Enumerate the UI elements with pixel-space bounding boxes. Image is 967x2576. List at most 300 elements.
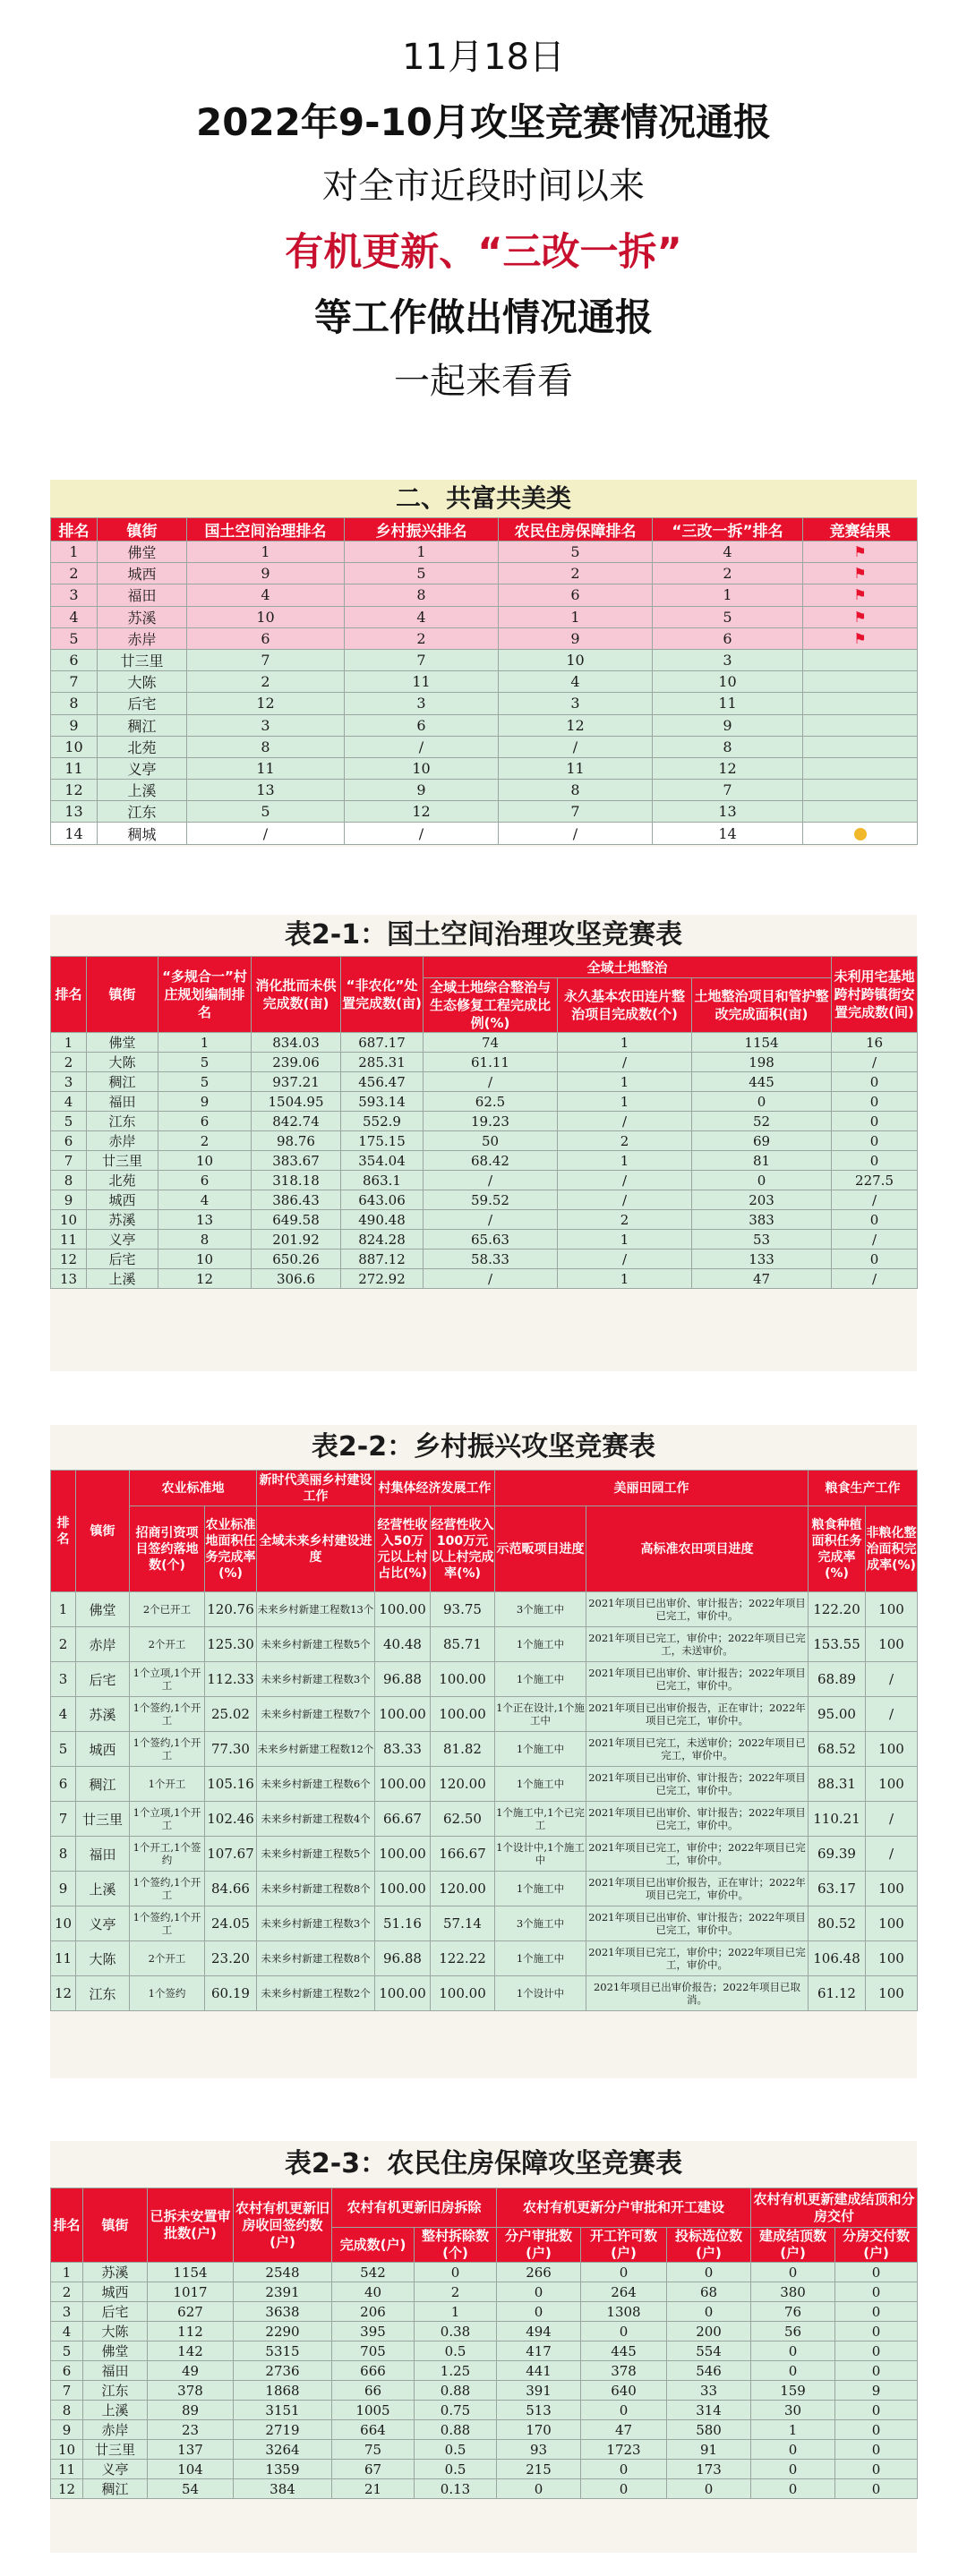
- housing-header-cell: 排名: [51, 2188, 83, 2263]
- rural-cell: 88.31: [809, 1767, 866, 1802]
- land-header-cell: 全域土地综合整治与生态修复工程完成比例(%): [424, 978, 558, 1033]
- table-row: [51, 1941, 918, 1976]
- housing-cell: 1868: [234, 2381, 332, 2401]
- rural-group-header: 美丽田园工作: [495, 1471, 809, 1506]
- housing-cell: 0.5: [415, 2460, 497, 2479]
- land-cell: 0: [832, 1072, 918, 1092]
- summary-cell: 6: [187, 627, 345, 649]
- land-cell: 643.06: [341, 1190, 424, 1210]
- rural-cell: 107.67: [205, 1837, 257, 1872]
- rural-cell: 122.20: [809, 1592, 866, 1627]
- summary-cell: 9: [187, 563, 345, 584]
- housing-cell: 0: [667, 2302, 751, 2322]
- flag-icon: ⚑: [853, 543, 867, 561]
- summary-cell: 上溪: [98, 780, 187, 801]
- housing-cell: 200: [667, 2322, 751, 2341]
- rural-cell: 1个施工中: [495, 1767, 586, 1802]
- land-cell: 1: [558, 1092, 692, 1112]
- table-row: [51, 542, 918, 563]
- housing-cell: 5315: [234, 2341, 332, 2361]
- summary-cell: 北苑: [98, 736, 187, 757]
- summary-cell: /: [499, 736, 653, 757]
- table-row: [51, 1872, 918, 1906]
- housing-cell: 0: [835, 2263, 918, 2282]
- land-cell: 47: [692, 1269, 832, 1289]
- result-cell: [803, 823, 918, 844]
- table-row: [51, 1976, 918, 2011]
- rural-cell: 96.88: [375, 1662, 431, 1697]
- land-cell: 4: [51, 1092, 87, 1112]
- summary-cell: /: [345, 736, 499, 757]
- housing-cell: 大陈: [83, 2322, 148, 2341]
- land-cell: 2: [558, 1131, 692, 1151]
- table-row: [51, 1837, 918, 1872]
- result-cell: [803, 606, 918, 627]
- rural-title: 表2-2：乡村振兴攻坚竞赛表: [311, 1431, 656, 1463]
- result-cell: [803, 542, 918, 563]
- summary-cell: 福田: [98, 584, 187, 606]
- land-cell: 1: [558, 1033, 692, 1053]
- land-cell: 19.23: [424, 1112, 558, 1131]
- land-cell: 552.9: [341, 1112, 424, 1131]
- rural-cell: 120.00: [431, 1767, 495, 1802]
- housing-cell: 1.25: [415, 2361, 497, 2381]
- rural-cell: 100.00: [375, 1592, 431, 1627]
- housing-cell: 上溪: [83, 2401, 148, 2420]
- land-cell: 318.18: [252, 1171, 341, 1190]
- rural-cell: 100: [866, 1976, 918, 2011]
- rural-cell: 3: [51, 1662, 76, 1697]
- summary-cell: 义亭: [98, 757, 187, 779]
- land-cell: 650.26: [252, 1250, 341, 1269]
- housing-cell: 93: [497, 2440, 581, 2460]
- land-header-cell: 排名: [51, 957, 87, 1033]
- housing-cell: 104: [148, 2460, 234, 2479]
- summary-cell: 4: [499, 671, 653, 693]
- rural-cell: 96.88: [375, 1941, 431, 1976]
- land-cell: 68.42: [424, 1151, 558, 1171]
- summary-cell: 4: [51, 606, 98, 627]
- summary-cell: 11: [345, 671, 499, 693]
- rural-cell: 63.17: [809, 1872, 866, 1906]
- land-cell: 6: [158, 1171, 252, 1190]
- housing-cell: 546: [667, 2361, 751, 2381]
- housing-cell: 33: [667, 2381, 751, 2401]
- rural-cell: 未来乡村新建工程数3个: [257, 1662, 375, 1697]
- table-row: [51, 823, 918, 844]
- housing-cell: 0: [835, 2460, 918, 2479]
- summary-header-cell: “三改一拆”排名: [653, 518, 803, 542]
- land-cell: 上溪: [87, 1269, 158, 1289]
- rural-header-cell: 排名: [51, 1471, 76, 1592]
- intro-line: 对全市近段时间以来: [322, 166, 645, 207]
- summary-cell: 5: [499, 542, 653, 563]
- rural-section: [50, 1425, 917, 2078]
- summary-cell: 6: [345, 714, 499, 736]
- table-row: [51, 1053, 918, 1072]
- housing-cell: 5: [51, 2341, 83, 2361]
- housing-table: [50, 2188, 918, 2499]
- table-row: [51, 1072, 918, 1092]
- summary-cell: 3: [653, 649, 803, 670]
- land-cell: 74: [424, 1033, 558, 1053]
- land-cell: 81: [692, 1151, 832, 1171]
- rural-cell: 69.39: [809, 1837, 866, 1872]
- table-row: [51, 1732, 918, 1767]
- table-row: [51, 714, 918, 736]
- summary-cell: 10: [653, 671, 803, 693]
- rural-cell: 100: [866, 1941, 918, 1976]
- summary-cell: 9: [51, 714, 98, 736]
- housing-cell: 6: [51, 2361, 83, 2381]
- land-cell: 5: [158, 1053, 252, 1072]
- land-cell: 1: [558, 1151, 692, 1171]
- date-line: 11月18日: [402, 37, 565, 78]
- flag-icon: ⚑: [853, 565, 867, 583]
- table-row: [51, 2401, 918, 2420]
- rural-cell: 100.00: [375, 1872, 431, 1906]
- rural-cell: 12: [51, 1976, 76, 2011]
- rural-cell: 2021年项目已出审价、审计报告；2022年项目已完工，审价中。: [586, 1767, 809, 1802]
- housing-cell: 30: [751, 2401, 835, 2420]
- housing-cell: 0: [835, 2282, 918, 2302]
- housing-cell: 314: [667, 2401, 751, 2420]
- housing-cell: 0.5: [415, 2440, 497, 2460]
- land-cell: 1154: [692, 1033, 832, 1053]
- rural-header-cell: 非粮化整治面积完成率(%): [866, 1506, 918, 1592]
- rural-cell: 153.55: [809, 1627, 866, 1662]
- housing-section: [50, 2141, 917, 2553]
- summary-cell: 10: [187, 606, 345, 627]
- housing-header-cell: 分房交付数(户): [835, 2228, 918, 2263]
- land-cell: 3: [51, 1072, 87, 1092]
- housing-header-cell: 整村拆除数(个): [415, 2228, 497, 2263]
- housing-cell: 76: [751, 2302, 835, 2322]
- rural-cell: 166.67: [431, 1837, 495, 1872]
- rural-header-cell: 镇街: [76, 1471, 130, 1592]
- rural-cell: /: [866, 1802, 918, 1837]
- summary-cell: 1: [499, 606, 653, 627]
- summary-cell: 9: [653, 714, 803, 736]
- table-row: [51, 2322, 918, 2341]
- table-row: [51, 2381, 918, 2401]
- housing-cell: 0: [497, 2479, 581, 2499]
- housing-cell: 城西: [83, 2282, 148, 2302]
- land-cell: 13: [51, 1269, 87, 1289]
- summary-cell: 14: [653, 823, 803, 844]
- land-cell: 203: [692, 1190, 832, 1210]
- summary-cell: 3: [499, 693, 653, 714]
- housing-cell: 159: [751, 2381, 835, 2401]
- land-header-cell: 消化批而未供完成数(亩): [252, 957, 341, 1033]
- housing-cell: 2719: [234, 2420, 332, 2440]
- housing-cell: 11: [51, 2460, 83, 2479]
- rural-cell: 122.22: [431, 1941, 495, 1976]
- rural-cell: 68.52: [809, 1732, 866, 1767]
- rural-header-cell: 经营性收入100万元以上村完成率(%): [431, 1506, 495, 1592]
- rural-cell: 102.46: [205, 1802, 257, 1837]
- table-row: [51, 2302, 918, 2322]
- housing-cell: 215: [497, 2460, 581, 2479]
- rural-cell: 80.52: [809, 1906, 866, 1941]
- housing-cell: 苏溪: [83, 2263, 148, 2282]
- flag-icon: ⚑: [853, 629, 867, 647]
- land-cell: 445: [692, 1072, 832, 1092]
- land-cell: /: [424, 1072, 558, 1092]
- summary-cell: 13: [51, 801, 98, 823]
- rural-cell: 100: [866, 1592, 918, 1627]
- summary-cell: 8: [653, 736, 803, 757]
- housing-cell: 664: [332, 2420, 415, 2440]
- summary-cell: 2: [499, 563, 653, 584]
- housing-cell: 705: [332, 2341, 415, 2361]
- housing-cell: 0.5: [415, 2341, 497, 2361]
- summary-cell: 廿三里: [98, 649, 187, 670]
- summary-cell: 8: [499, 780, 653, 801]
- housing-cell: 49: [148, 2361, 234, 2381]
- land-cell: 834.03: [252, 1033, 341, 1053]
- land-cell: 6: [51, 1131, 87, 1151]
- rural-cell: 11: [51, 1941, 76, 1976]
- summary-title: 二、共富共美类: [50, 480, 917, 517]
- rural-cell: 81.82: [431, 1732, 495, 1767]
- housing-cell: 542: [332, 2263, 415, 2282]
- rural-cell: 120.00: [431, 1872, 495, 1906]
- rural-cell: 未来乡村新建工程数12个: [257, 1732, 375, 1767]
- housing-cell: 0: [751, 2341, 835, 2361]
- housing-cell: 137: [148, 2440, 234, 2460]
- rural-cell: 100: [866, 1872, 918, 1906]
- summary-cell: 5: [51, 627, 98, 649]
- housing-cell: 赤岸: [83, 2420, 148, 2440]
- land-cell: 842.74: [252, 1112, 341, 1131]
- rural-cell: 江东: [76, 1976, 130, 2011]
- rural-cell: 125.30: [205, 1627, 257, 1662]
- flag-icon: ⚑: [853, 586, 867, 604]
- rural-cell: 57.14: [431, 1906, 495, 1941]
- result-cell: [803, 757, 918, 779]
- summary-cell: 2: [51, 563, 98, 584]
- rural-cell: 1个施工中: [495, 1941, 586, 1976]
- housing-cell: 494: [497, 2322, 581, 2341]
- housing-cell: 0: [581, 2460, 667, 2479]
- rural-cell: 未来乡村新建工程数6个: [257, 1767, 375, 1802]
- rural-cell: 1个施工中: [495, 1627, 586, 1662]
- summary-cell: 11: [187, 757, 345, 779]
- rural-cell: 85.71: [431, 1627, 495, 1662]
- land-header-cell: 未利用宅基地跨村跨镇街安置完成数(间): [832, 957, 918, 1033]
- housing-cell: 170: [497, 2420, 581, 2440]
- header: [0, 0, 967, 421]
- housing-cell: 67: [332, 2460, 415, 2479]
- table-row: [51, 606, 918, 627]
- rural-table: [50, 1470, 918, 2011]
- land-cell: 201.92: [252, 1230, 341, 1250]
- rural-cell: 51.16: [375, 1906, 431, 1941]
- summary-cell: 5: [653, 606, 803, 627]
- rural-group-header: 新时代美丽乡村建设工作: [257, 1471, 375, 1506]
- summary-cell: 8: [51, 693, 98, 714]
- table-row: [51, 1802, 918, 1837]
- land-cell: 北苑: [87, 1171, 158, 1190]
- rural-cell: 93.75: [431, 1592, 495, 1627]
- rural-cell: 2021年项目已完工，审价中；2022年项目已完工，审价中。: [586, 1941, 809, 1976]
- rural-header-cell: 经营性收入50万元以上村占比(%): [375, 1506, 431, 1592]
- table-row: [51, 2341, 918, 2361]
- table-row: [51, 1906, 918, 1941]
- summary-cell: 7: [51, 671, 98, 693]
- rural-cell: 6: [51, 1767, 76, 1802]
- result-cell: [803, 584, 918, 606]
- land-cell: 城西: [87, 1190, 158, 1210]
- housing-cell: 0: [835, 2420, 918, 2440]
- summary-header-cell: 国土空间治理排名: [187, 518, 345, 542]
- table-row: [51, 1131, 918, 1151]
- housing-cell: 91: [667, 2440, 751, 2460]
- rural-cell: 2021年项目已完工，审价中；2022年项目已完工，审价中。: [586, 1837, 809, 1872]
- summary-cell: 佛堂: [98, 542, 187, 563]
- housing-header-cell: 建成结顶数(户): [751, 2228, 835, 2263]
- land-cell: 江东: [87, 1112, 158, 1131]
- housing-cell: 3: [51, 2302, 83, 2322]
- housing-cell: 266: [497, 2263, 581, 2282]
- land-cell: 58.33: [424, 1250, 558, 1269]
- rural-cell: /: [866, 1837, 918, 1872]
- report-title: 2022年9-10月攻坚竞赛情况通报: [196, 100, 771, 144]
- summary-cell: 苏溪: [98, 606, 187, 627]
- summary-cell: 江东: [98, 801, 187, 823]
- rural-cell: 1个签约: [130, 1976, 205, 2011]
- housing-cell: 580: [667, 2420, 751, 2440]
- summary-cell: 8: [187, 736, 345, 757]
- table-row: [51, 563, 918, 584]
- land-cell: 383.67: [252, 1151, 341, 1171]
- housing-cell: 206: [332, 2302, 415, 2322]
- summary-cell: 4: [345, 606, 499, 627]
- housing-cell: 0: [835, 2302, 918, 2322]
- housing-cell: 378: [148, 2381, 234, 2401]
- land-cell: /: [558, 1190, 692, 1210]
- result-cell: [803, 627, 918, 649]
- land-cell: 52: [692, 1112, 832, 1131]
- highlight-line: 有机更新、“三改一拆”: [285, 230, 682, 275]
- land-cell: 1: [158, 1033, 252, 1053]
- land-cell: 61.11: [424, 1053, 558, 1072]
- land-cell: 赤岸: [87, 1131, 158, 1151]
- housing-cell: 0: [835, 2361, 918, 2381]
- land-cell: /: [424, 1269, 558, 1289]
- rural-cell: 8: [51, 1837, 76, 1872]
- rural-cell: 10: [51, 1906, 76, 1941]
- intro-line-3: 一起来看看: [394, 361, 573, 402]
- housing-cell: 378: [581, 2361, 667, 2381]
- summary-cell: 1: [345, 542, 499, 563]
- rural-cell: 77.30: [205, 1732, 257, 1767]
- rural-cell: 2021年项目已出审价、审计报告；2022年项目已完工，审价中。: [586, 1662, 809, 1697]
- land-cell: /: [424, 1210, 558, 1230]
- housing-cell: 0: [497, 2302, 581, 2322]
- housing-cell: 2: [415, 2282, 497, 2302]
- summary-cell: /: [499, 823, 653, 844]
- land-cell: 1: [558, 1230, 692, 1250]
- housing-cell: 1154: [148, 2263, 234, 2282]
- housing-cell: 佛堂: [83, 2341, 148, 2361]
- land-cell: 386.43: [252, 1190, 341, 1210]
- land-cell: 苏溪: [87, 1210, 158, 1230]
- summary-cell: 4: [653, 542, 803, 563]
- rural-cell: 2021年项目已出审价报告；2022年项目已取消。: [586, 1976, 809, 2011]
- land-cell: /: [558, 1053, 692, 1072]
- summary-cell: 5: [345, 563, 499, 584]
- housing-cell: 2548: [234, 2263, 332, 2282]
- table-row: [51, 1190, 918, 1210]
- summary-cell: 12: [653, 757, 803, 779]
- housing-cell: 0: [835, 2440, 918, 2460]
- rural-header-cell: 示范畈项目进度: [495, 1506, 586, 1592]
- rural-cell: 未来乡村新建工程数13个: [257, 1592, 375, 1627]
- land-cell: 2: [558, 1210, 692, 1230]
- land-cell: 0: [832, 1210, 918, 1230]
- land-cell: 10: [158, 1250, 252, 1269]
- land-cell: 59.52: [424, 1190, 558, 1210]
- housing-cell: 264: [581, 2282, 667, 2302]
- rural-cell: 2: [51, 1627, 76, 1662]
- land-cell: 福田: [87, 1092, 158, 1112]
- housing-cell: 1308: [581, 2302, 667, 2322]
- land-cell: 1: [558, 1072, 692, 1092]
- summary-cell: 2: [653, 563, 803, 584]
- rural-cell: 1个立项,1个开工: [130, 1662, 205, 1697]
- rural-group-header: 粮食生产工作: [809, 1471, 918, 1506]
- rural-cell: 未来乡村新建工程数2个: [257, 1976, 375, 2011]
- housing-cell: 0: [581, 2479, 667, 2499]
- housing-cell: 142: [148, 2341, 234, 2361]
- table-row: [51, 649, 918, 670]
- housing-cell: 9: [835, 2381, 918, 2401]
- rural-cell: 2个已开工: [130, 1592, 205, 1627]
- rural-cell: 未来乡村新建工程数5个: [257, 1627, 375, 1662]
- housing-cell: 0.88: [415, 2420, 497, 2440]
- rural-cell: 4: [51, 1697, 76, 1732]
- land-cell: /: [832, 1230, 918, 1250]
- rural-cell: 1个设计中: [495, 1976, 586, 2011]
- rural-cell: 60.19: [205, 1976, 257, 2011]
- summary-cell: 6: [51, 649, 98, 670]
- flag-icon: ⚑: [853, 608, 867, 626]
- housing-cell: 66: [332, 2381, 415, 2401]
- rural-cell: 120.76: [205, 1592, 257, 1627]
- housing-cell: 0: [415, 2263, 497, 2282]
- summary-cell: 7: [499, 801, 653, 823]
- land-cell: 1: [558, 1269, 692, 1289]
- summary-cell: 11: [499, 757, 653, 779]
- housing-cell: 47: [581, 2420, 667, 2440]
- housing-cell: 廿三里: [83, 2440, 148, 2460]
- housing-cell: 3264: [234, 2440, 332, 2460]
- housing-cell: 0: [751, 2440, 835, 2460]
- land-cell: 227.5: [832, 1171, 918, 1190]
- housing-cell: 0: [835, 2322, 918, 2341]
- housing-cell: 10: [51, 2440, 83, 2460]
- summary-cell: 1: [187, 542, 345, 563]
- rural-header-cell: 粮食种植面积任务完成率(%): [809, 1506, 866, 1592]
- land-cell: 863.1: [341, 1171, 424, 1190]
- rural-cell: 大陈: [76, 1941, 130, 1976]
- rural-cell: 105.16: [205, 1767, 257, 1802]
- land-cell: 2: [158, 1131, 252, 1151]
- summary-cell: 稠城: [98, 823, 187, 844]
- rural-cell: 上溪: [76, 1872, 130, 1906]
